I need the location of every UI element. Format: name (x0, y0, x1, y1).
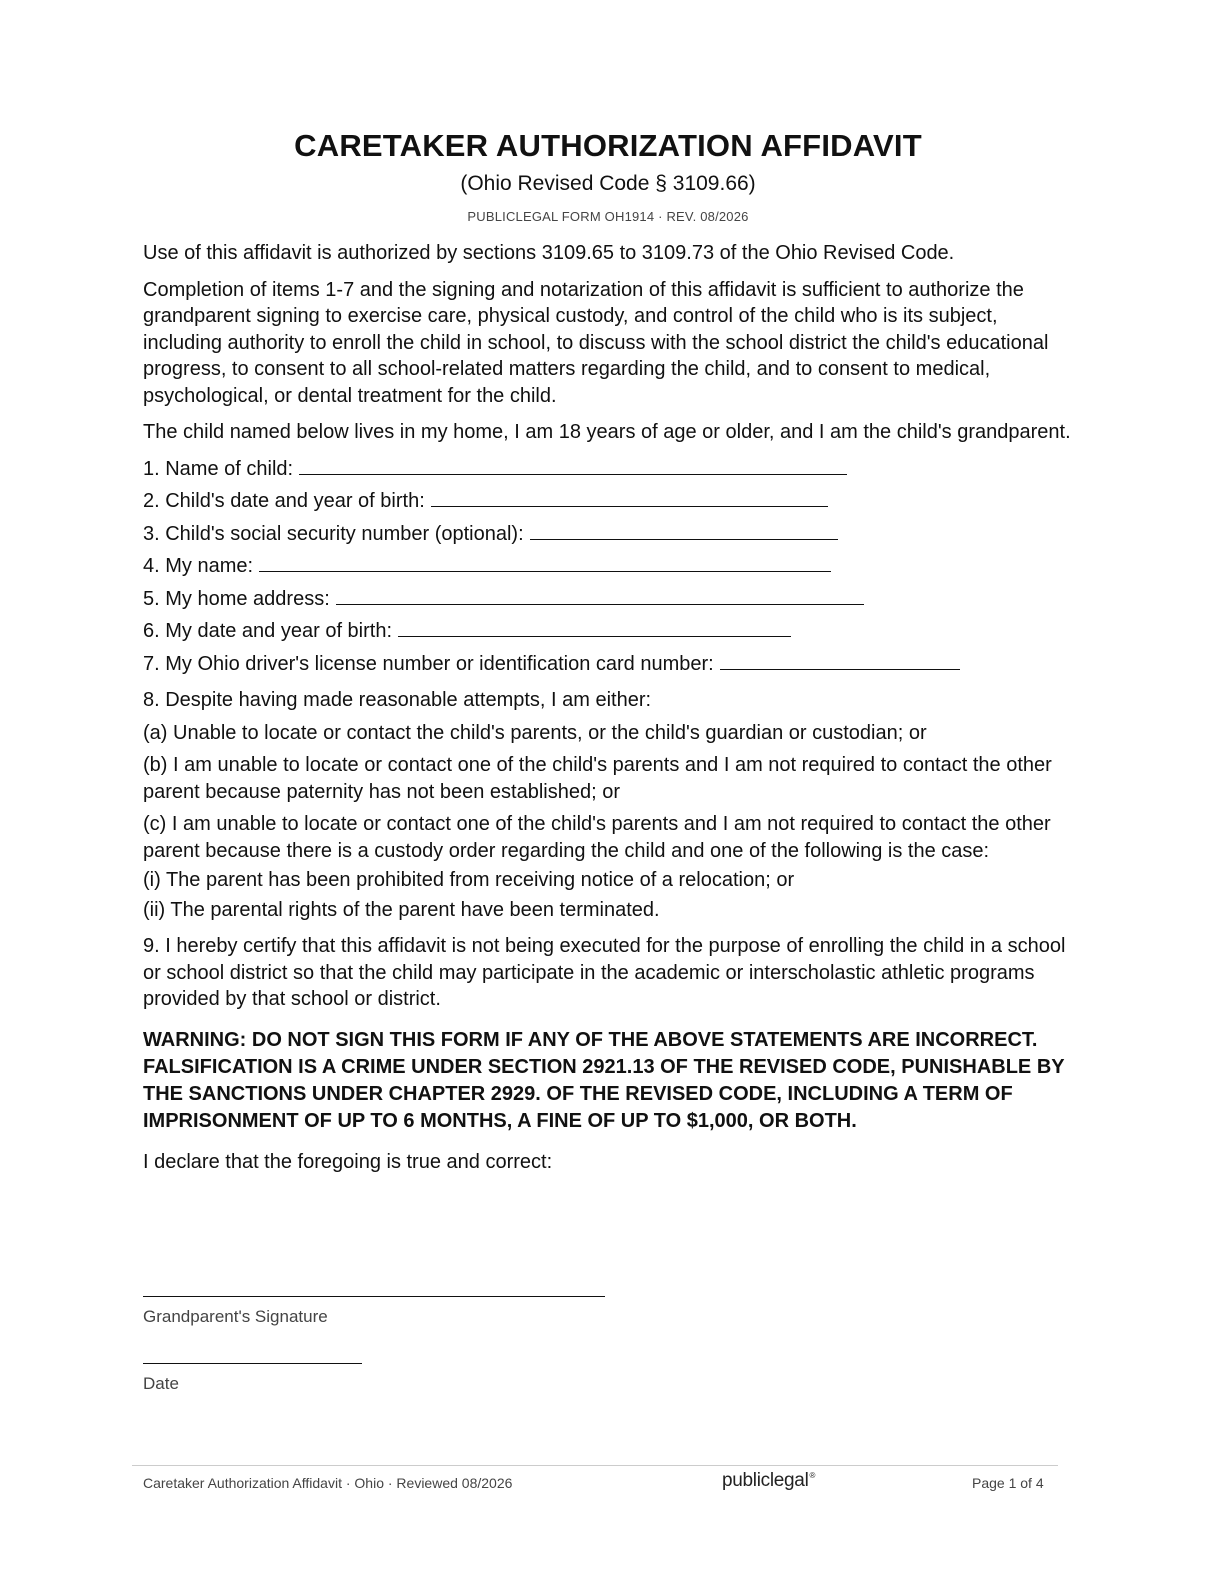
my-name-input[interactable] (259, 553, 831, 572)
license-number-input[interactable] (720, 651, 960, 670)
signature-line[interactable] (143, 1278, 605, 1297)
document-title: CARETAKER AUTHORIZATION AFFIDAVIT (294, 128, 922, 163)
footer-document-info: Caretaker Authorization Affidavit · Ohio · Reviewed 08/2026 (143, 1475, 513, 1491)
child-name-input[interactable] (299, 456, 847, 475)
completion-paragraph: Completion of items 1-7 and the signing and notarization of this affidavit is sufficient to authorize the grandparent signing to exercise care, physical custody, and control of the child who is its subject, including authority to enroll the child in school, to discuss with the school district the child's educational progress, to consent to all school-related matters regarding the child, and to consent to medical, psychological, or dental treatment for the child. (143, 278, 1049, 407)
item8-option-c-ii: (ii) The parental rights of the parent have been terminated. (143, 898, 660, 921)
child-ssn-input[interactable] (530, 521, 838, 540)
field-label: 7. My Ohio driver's license number or identification card number: (143, 652, 714, 675)
field-label: 6. My date and year of birth: (143, 620, 393, 642)
signature-block (143, 1278, 605, 1327)
field-child-name (143, 456, 1073, 483)
item8-option-b: (b) I am unable to locate or contact one of the child's parents and I am not required to contact the other parent because paternity has not been established; or (143, 754, 1052, 803)
date-label: Date (143, 1374, 179, 1393)
form-code: PUBLICLEGAL FORM OH1914 · REV. 08/2026 (467, 209, 749, 224)
statement-paragraph: The child named below lives in my home, I am 18 years of age or older, and I am the child's grandparent. (143, 421, 1071, 443)
field-my-name (143, 553, 1073, 580)
field-my-birth (143, 618, 1073, 645)
field-label: 1. Name of child: (143, 457, 294, 480)
brand-name: publiclegal (722, 1470, 809, 1491)
declaration-text: I declare that the foregoing is true and correct: (143, 1150, 553, 1173)
item8-lead: 8. Despite having made reasonable attempts, I am either: (143, 689, 652, 711)
field-child-ssn (143, 521, 1073, 548)
affidavit-body (143, 240, 1073, 1175)
item8-option-c-i: (i) The parent has been prohibited from receiving notice of a relocation; or (143, 869, 795, 891)
field-label: 5. My home address: (143, 587, 330, 610)
date-line[interactable] (143, 1345, 362, 1364)
date-block (143, 1345, 362, 1394)
child-birth-input[interactable] (431, 488, 828, 507)
field-license-number (143, 651, 1073, 678)
field-home-address (143, 586, 1073, 613)
field-label: 3. Child's social security number (optional): (143, 522, 524, 545)
field-child-birth (143, 488, 1073, 515)
my-birth-input[interactable] (398, 618, 791, 637)
signature-label: Grandparent's Signature (143, 1307, 328, 1326)
publiclegal-logo (722, 1470, 815, 1492)
document-subtitle: (Ohio Revised Code § 3109.66) (460, 172, 756, 195)
field-label: 4. My name: (143, 555, 254, 577)
registered-mark: ® (809, 1471, 816, 1480)
field-label: 2. Child's date and year of birth: (143, 490, 425, 512)
warning-notice: WARNING: DO NOT SIGN THIS FORM IF ANY OF THE ABOVE STATEMENTS ARE INCORRECT. FALSIFICATION IS A CRIME UNDER SECTION 2921.13 OF THE REVISED CODE, PUNISHABLE BY THE SANCTIONS UNDER CHAPTER 2929. OF THE REVISED CODE, INCLUDING A TERM OF IMPRISONMENT OF UP TO 6 MONTHS, A FINE OF UP TO $1,000, OR BOTH. (143, 1028, 1065, 1132)
page-number: Page 1 of 4 (972, 1475, 1044, 1491)
footer-divider (132, 1465, 1058, 1466)
item8-option-c: (c) I am unable to locate or contact one of the child's parents and I am not required to contact the other parent because there is a custody order regarding the child and one of the following is the case: (143, 813, 1051, 862)
home-address-input[interactable] (336, 586, 864, 605)
item8-option-a: (a) Unable to locate or contact the child's parents, or the child's guardian or custodian; or (143, 721, 927, 744)
authorization-paragraph: Use of this affidavit is authorized by sections 3109.65 to 3109.73 of the Ohio Revised Code. (143, 242, 955, 264)
item9-certification: 9. I hereby certify that this affidavit is not being executed for the purpose of enrolling the child in a school or school district so that the child may participate in the academic or interscholastic athletic programs provided by that school or district. (143, 935, 1066, 1010)
